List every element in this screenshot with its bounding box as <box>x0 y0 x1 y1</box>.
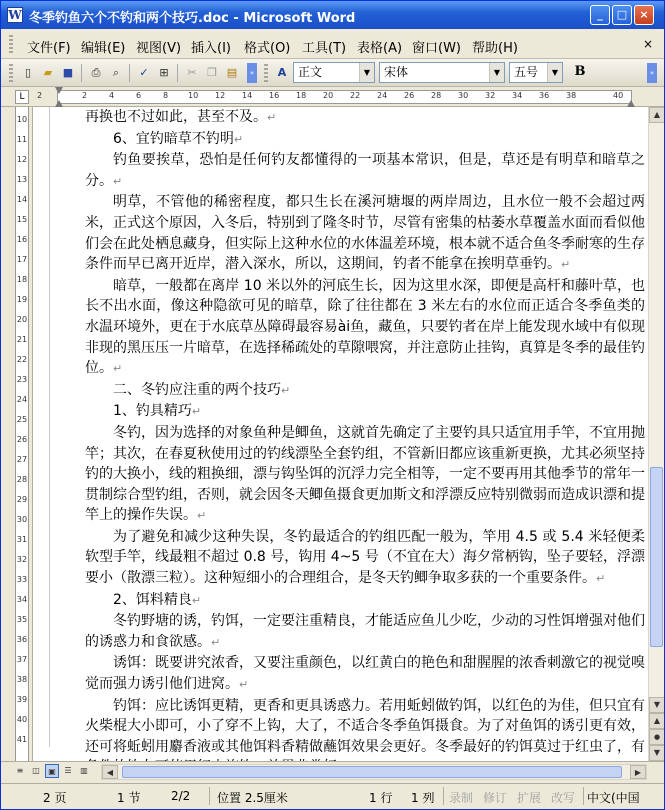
title-bar <box>1 1 664 29</box>
ruler-number: 32 <box>485 91 496 100</box>
paragraph-mark: ↵ <box>239 678 249 692</box>
paragraph[interactable]: 为了避免和减少这种失误，冬钓最适合的钓组匹配一般为，竿用 4.5 或 5.4 米轻便柔软型手竿，线最粗不超过 0.8 号，钩用 4~5 号（不宜在大）海夕常柄钩，坠子要轻，浮漂要小（散漂三粒）。这种短细小的合理组合，是冬天钓鲫争取多获的一个重要条件。↵ <box>85 528 645 587</box>
status-divider <box>209 787 210 805</box>
cut-icon[interactable]: ✂ <box>187 66 197 79</box>
menu-file[interactable]: 文件(F) <box>27 41 71 56</box>
paragraph-mark: ↵ <box>113 174 123 188</box>
paragraph-mark: ↵ <box>596 572 606 586</box>
select-browse-object-icon[interactable]: ● <box>649 729 665 745</box>
vruler-number: 10 <box>16 115 28 124</box>
toolbar-overflow-icon[interactable]: » <box>247 63 257 83</box>
print-preview-icon[interactable]: ⌕ <box>112 66 120 79</box>
ruler-number: 20 <box>323 91 334 100</box>
word-app-icon[interactable]: W <box>8 8 22 22</box>
vruler-number: 30 <box>16 515 28 524</box>
style-select-value: 正文 <box>298 65 323 79</box>
vruler-number: 13 <box>16 175 28 184</box>
close-doc-icon[interactable]: × <box>642 37 654 51</box>
paragraph-mark: ↵ <box>211 635 221 649</box>
paragraph-mark: ↵ <box>197 509 207 523</box>
status-bar <box>1 783 664 809</box>
ruler-number: 12 <box>215 91 226 100</box>
toolbar-grip[interactable] <box>9 64 13 82</box>
font-select[interactable] <box>379 62 505 83</box>
close-button[interactable]: × <box>634 5 654 25</box>
paragraph[interactable]: 诱饵：既要讲究浓香，又要注重颜色，以红黄白的艳色和甜腥腥的浓香刺激它的视觉嗅觉而强力诱引他们进窝。↵ <box>85 655 645 693</box>
document-page[interactable] <box>85 107 645 761</box>
status-line: 1 行 <box>369 791 393 805</box>
vruler-number: 29 <box>16 495 28 504</box>
vruler-number: 19 <box>16 295 28 304</box>
vertical-ruler[interactable] <box>11 107 33 761</box>
status-ovr[interactable]: 改写 <box>551 791 576 805</box>
maximize-button[interactable]: □ <box>612 5 632 25</box>
paragraph[interactable]: 6、宜钓暗草不钓明↵ <box>113 130 244 147</box>
vruler-number: 22 <box>16 355 28 364</box>
menu-insert[interactable]: 插入(I) <box>191 41 231 56</box>
left-indent-marker[interactable] <box>55 99 63 107</box>
vruler-number: 14 <box>16 195 28 204</box>
ruler-number: 38 <box>566 91 577 100</box>
new-icon[interactable]: ▯ <box>24 66 32 79</box>
research-icon[interactable]: ⊞ <box>159 66 169 79</box>
ruler-number: 34 <box>512 91 523 100</box>
chevron-down-icon[interactable]: ▼ <box>359 63 374 82</box>
menu-window[interactable]: 窗口(W) <box>412 41 461 56</box>
toolbar-separator <box>81 64 82 82</box>
status-trk[interactable]: 修订 <box>483 791 508 805</box>
ruler-number: 14 <box>242 91 253 100</box>
vruler-number: 26 <box>16 435 28 444</box>
menu-help[interactable]: 帮助(H) <box>472 41 518 56</box>
previous-page-icon[interactable]: ▲ <box>649 713 665 729</box>
ruler-number: 10 <box>188 91 199 100</box>
vruler-number: 34 <box>16 595 28 604</box>
paragraph[interactable]: 钓饵：应比诱饵更精，更香和更具诱惑力。若用蚯蚓做钓饵，以红色的为佳，但只宜有火柴棍大小即可，小了穿不上钩，大了，不适合冬季鱼饵摄食。为了对鱼饵的诱引更有效，还可将蚯蚓用麝香液或其他饵料香精做蘸饵效果会更好。冬季最好的钓饵莫过于红虫了，有 <box>85 697 645 755</box>
ruler-number: 4 <box>109 91 115 100</box>
menu-view[interactable]: 视图(V) <box>136 41 182 56</box>
menu-table[interactable]: 表格(A) <box>357 41 403 56</box>
vruler-number: 23 <box>16 375 28 384</box>
ruler-number: 26 <box>404 91 415 100</box>
horizontal-ruler[interactable] <box>1 87 664 107</box>
status-ext[interactable]: 扩展 <box>517 791 542 805</box>
vertical-scroll-thumb[interactable] <box>650 467 663 647</box>
first-line-indent-marker[interactable] <box>55 87 63 95</box>
vruler-number: 24 <box>16 395 28 404</box>
ruler-number: 2 <box>37 91 43 100</box>
vruler-number: 28 <box>16 475 28 484</box>
ruler-number: 36 <box>539 91 550 100</box>
ruler-number: 24 <box>377 91 388 100</box>
paragraph[interactable]: 冬钓野塘的诱，钓饵，一定要注重精良，才能适应鱼儿少吃，少动的习性饵增强对他们的诱惑力和食欲感。↵ <box>85 613 645 650</box>
save-icon[interactable]: ■ <box>62 66 74 79</box>
font-size-select[interactable] <box>509 62 563 83</box>
paragraph[interactable]: 明草，不管他的稀密程度，都只生长在溪河塘堰的两岸周边，且水位一般不会超过两米，正式这个原因，入冬后，特别到了隆冬时节，尽管有密集的枯萎水草覆盖水面而看似他们会在此处栖息藏身，但实际上这种水位的水体温差环境，根本就不适合鱼冬季耐寒的生存条件而早已离开近岸，潜入深水，所以，这期间，钓者不能拿在挨明草垂钓。↵ <box>85 194 645 273</box>
toolbar-separator <box>177 64 178 82</box>
vruler-number: 35 <box>16 615 28 624</box>
vruler-number: 11 <box>16 135 28 144</box>
chevron-down-icon[interactable]: ▼ <box>547 63 562 82</box>
scroll-up-icon[interactable]: ▲ <box>649 107 665 123</box>
status-language[interactable]: 中文(中国 <box>587 791 640 805</box>
toolbar-overflow-icon[interactable]: » <box>647 63 657 83</box>
font-select-value: 宋体 <box>384 65 409 79</box>
bold-button[interactable]: B <box>574 64 586 79</box>
spelling-icon[interactable]: ✓ <box>139 66 149 79</box>
copy-icon[interactable]: ❐ <box>207 66 217 79</box>
status-rec[interactable]: 录制 <box>449 791 474 805</box>
ruler-number: 22 <box>350 91 361 100</box>
document-area[interactable] <box>33 107 648 761</box>
menu-tools[interactable]: 工具(T) <box>302 41 347 56</box>
vruler-number: 17 <box>16 255 28 264</box>
paragraph[interactable]: 冬钓，因为选择的对象鱼种是鲫鱼，这就首先确定了主要钓具只适宜用手竿，不宜用抛竿；其次，在春夏秋使用过的钓线漂坠全套钓组，不管新旧都应该重新更换，尤其必须坚持钓的大换小，线的粗换细，漂与钩坠饵的沉浮力完全相等，一定不要再用其他季节的常年一贯制综合型钓组，否则，就会因冬天鲫鱼摄食更加斯文和浮漂反应特别微弱而造成识漂和提竿上的操作失误。↵ <box>85 424 645 524</box>
vruler-number: 39 <box>16 695 28 704</box>
outline-view-icon[interactable]: ☰ <box>64 766 72 775</box>
next-page-icon[interactable]: ▼ <box>649 745 665 761</box>
style-select[interactable] <box>293 62 375 83</box>
status-page-of: 2/2 <box>171 789 191 803</box>
toolbar-separator <box>129 64 130 82</box>
chevron-down-icon[interactable]: ▼ <box>489 63 504 82</box>
menu-bar <box>1 29 664 59</box>
web-layout-view-icon[interactable]: ◫ <box>32 766 40 775</box>
vruler-number: 37 <box>16 655 28 664</box>
vruler-number: 32 <box>16 555 28 564</box>
vruler-number: 16 <box>16 235 28 244</box>
vruler-number: 41 <box>16 735 28 744</box>
paragraph[interactable]: 暗草，一般都在离岸 10 米以外的河底生长，因为这里水深，即便是高杆和藤叶草，也长不出水面，像这种隐欲可见的暗草，除了往往都在 3 米左右的水位而正适合冬季鱼类的水温环境外，更在于水底草丛障碍最容易ài鱼，藏鱼，只要钓者在岸上能发现水域中有似现非现的黑压压一片暗草，在选择稀疏处的草隙喂窝，并注意防止挂钩，真算是冬季的最佳钓位。↵ <box>85 277 645 377</box>
scroll-down-icon[interactable]: ▼ <box>649 697 665 713</box>
vruler-number: 20 <box>16 315 28 324</box>
paragraph[interactable]: 2、饵料精良↵ <box>113 591 202 608</box>
vruler-number: 18 <box>16 275 28 284</box>
right-indent-marker[interactable] <box>627 99 635 107</box>
paragraph-mark: ↵ <box>281 383 291 397</box>
vruler-number: 40 <box>16 715 28 724</box>
ruler-number: 28 <box>431 91 442 100</box>
vruler-number: 27 <box>16 455 28 464</box>
menu-format[interactable]: 格式(O) <box>244 41 291 56</box>
status-divider <box>583 787 584 805</box>
ruler-number: 8 <box>163 91 169 100</box>
status-divider <box>443 787 444 805</box>
vruler-number: 12 <box>16 155 28 164</box>
paragraph[interactable]: 钓鱼要挨草，恐怕是任何钓友都懂得的一项基本常识，但是，草还是有明草和暗草之分。↵ <box>85 152 645 189</box>
menu-grip[interactable] <box>9 35 13 53</box>
paragraph-mark: ↵ <box>267 111 277 124</box>
print-icon[interactable]: ⎙ <box>91 66 101 79</box>
ruler-number: 18 <box>296 91 307 100</box>
text-boundary <box>49 107 53 747</box>
view-and-hscroll-bar <box>1 761 664 781</box>
vruler-number: 36 <box>16 635 28 644</box>
paragraph-mark: ↵ <box>233 132 244 146</box>
status-column: 1 列 <box>411 791 435 805</box>
view-buttons <box>11 764 101 780</box>
print-layout-view-icon[interactable]: ▣ <box>45 764 59 778</box>
ruler-number: 6 <box>136 91 142 100</box>
vertical-scrollbar[interactable] <box>648 107 664 761</box>
font-size-value: 五号 <box>514 65 539 79</box>
paragraph-mark: ↵ <box>191 593 202 607</box>
paragraph-mark: ↵ <box>113 362 123 376</box>
styles-pane-icon[interactable]: A <box>277 66 287 79</box>
paste-icon[interactable]: ▤ <box>226 66 238 79</box>
minimize-button[interactable]: _ <box>590 5 610 25</box>
vruler-number: 33 <box>16 575 28 584</box>
scroll-right-icon[interactable]: ▶ <box>630 765 646 779</box>
vruler-number: 25 <box>16 415 28 424</box>
toolbar-grip[interactable] <box>264 64 268 82</box>
vruler-number: 21 <box>16 335 28 344</box>
menu-edit[interactable]: 编辑(E) <box>81 41 126 56</box>
normal-view-icon[interactable]: ≡ <box>16 766 24 775</box>
status-page: 2 页 <box>43 791 67 805</box>
scroll-left-icon[interactable]: ◀ <box>102 765 118 779</box>
vruler-number: 15 <box>16 215 28 224</box>
paragraph[interactable]: 1、钓具精巧↵ <box>113 403 202 420</box>
paragraph[interactable]: 二、冬钓应注重的两个技巧↵ <box>113 381 291 398</box>
paragraph-mark: ↵ <box>191 405 202 419</box>
status-section: 1 节 <box>117 791 141 805</box>
standard-toolbar <box>1 59 664 87</box>
open-icon[interactable]: ▰ <box>43 66 53 79</box>
horizontal-scrollbar[interactable] <box>101 764 647 780</box>
paragraph-mark: ↵ <box>561 258 571 272</box>
status-position: 位置 2.5厘米 <box>217 791 288 805</box>
paragraph[interactable]: 再换也不过如此，甚至不及。↵ <box>85 109 277 125</box>
ruler-number: 40 <box>613 91 624 100</box>
reading-layout-view-icon[interactable]: ▥ <box>80 766 88 775</box>
vruler-number: 31 <box>16 535 28 544</box>
window-title: 冬季钓鱼六个不钓和两个技巧.doc - Microsoft Word <box>29 11 356 26</box>
tab-stop-selector-icon[interactable]: L <box>15 90 29 104</box>
ruler-number: 2 <box>82 91 88 100</box>
ruler-number: 16 <box>269 91 280 100</box>
horizontal-scroll-thumb[interactable] <box>122 766 622 778</box>
vruler-number: 38 <box>16 675 28 684</box>
ruler-number: 30 <box>458 91 469 100</box>
